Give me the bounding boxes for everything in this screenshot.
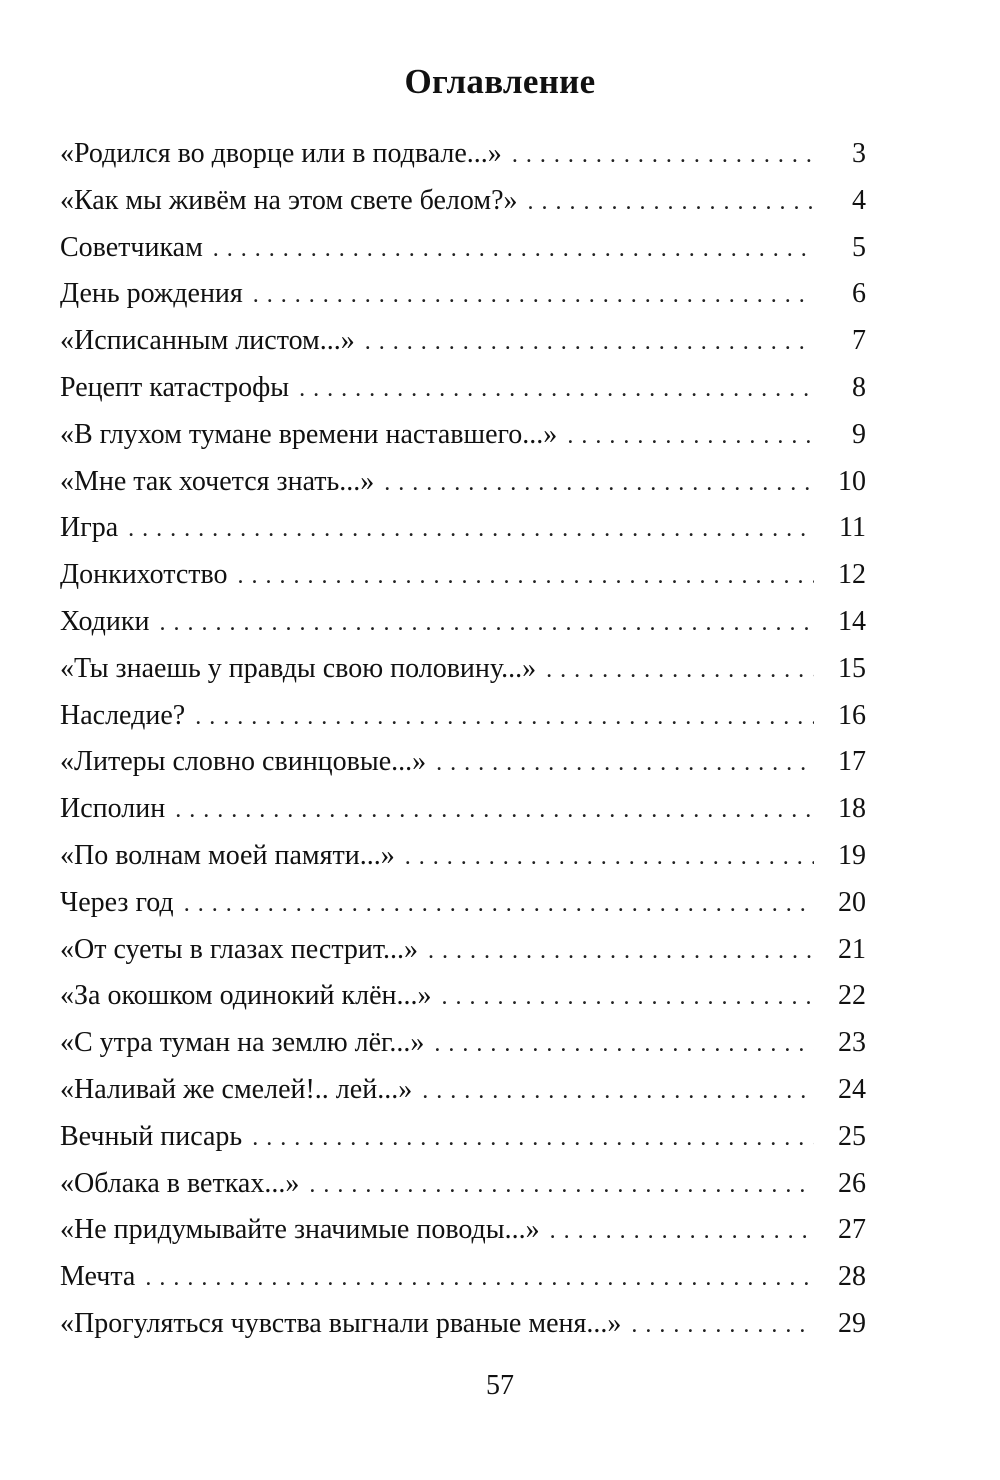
- toc-entry: [60, 838, 866, 885]
- toc-entry-title: Мечта: [60, 1261, 136, 1293]
- toc-entry-title: День рождения: [60, 278, 243, 310]
- dot-leader: [442, 979, 814, 1015]
- toc-entry: [60, 183, 866, 230]
- toc-entry: [60, 1306, 866, 1353]
- toc-entry-page: 14: [838, 605, 866, 637]
- dot-leader: [238, 558, 814, 594]
- toc-entry-title: «С утра туман на землю лёг...»: [60, 1027, 425, 1059]
- toc-entry-page: 28: [838, 1261, 866, 1293]
- toc-entry: [60, 651, 866, 698]
- dot-leader: [365, 324, 814, 360]
- toc-entry-page: 5: [852, 231, 866, 263]
- toc-entry-page: 25: [838, 1120, 866, 1152]
- toc-entry-title: Игра: [60, 512, 119, 544]
- toc-entry-title: Рецепт катастрофы: [60, 371, 290, 403]
- dot-leader: [422, 1073, 814, 1109]
- dot-leader: [428, 933, 814, 969]
- dot-leader: [213, 231, 814, 267]
- toc-entry-page: 16: [838, 699, 866, 731]
- dot-leader: [631, 1307, 814, 1343]
- toc-entry-title: «Мне так хочется знать...»: [60, 465, 375, 497]
- toc-entry-page: 10: [838, 465, 866, 497]
- toc-entry: [60, 276, 866, 323]
- dot-leader: [405, 839, 814, 875]
- toc-entry-page: 20: [838, 886, 866, 918]
- toc-entry-page: 18: [838, 793, 866, 825]
- toc-entry-title: Донкихотство: [60, 559, 228, 591]
- toc-entry: [60, 136, 866, 183]
- dot-leader: [567, 418, 814, 454]
- toc-entry-page: 19: [838, 839, 866, 871]
- toc-entry-title: «Облака в ветках...»: [60, 1167, 300, 1199]
- toc-entry-page: 26: [838, 1167, 866, 1199]
- dot-leader: [546, 652, 814, 688]
- toc-entry-page: 17: [838, 746, 866, 778]
- table-of-contents: [60, 136, 866, 1353]
- toc-entry-title: Ходики: [60, 605, 150, 637]
- dot-leader: [309, 1167, 814, 1203]
- toc-entry-page: 4: [852, 184, 866, 216]
- toc-entry: [60, 1166, 866, 1213]
- toc-entry-title: «Ты знаешь у правды свою половину...»: [60, 652, 537, 684]
- toc-entry-title: «Литеры словно свинцовые...»: [60, 746, 427, 778]
- toc-entry-page: 6: [852, 278, 866, 310]
- toc-entry: [60, 1259, 866, 1306]
- toc-entry-title: «Прогуляться чувства выгнали рваные меня...»: [60, 1307, 622, 1339]
- dot-leader: [145, 1260, 814, 1296]
- dot-leader: [175, 792, 814, 828]
- dot-leader: [550, 1213, 814, 1249]
- toc-entry: [60, 744, 866, 791]
- toc-entry-title: «Исписанным листом...»: [60, 325, 355, 357]
- toc-entry: [60, 932, 866, 979]
- toc-entry-page: 15: [838, 652, 866, 684]
- toc-entry-title: «По волнам моей памяти...»: [60, 839, 395, 871]
- toc-entry: [60, 1072, 866, 1119]
- dot-leader: [512, 137, 814, 173]
- toc-entry-title: Советчикам: [60, 231, 203, 263]
- toc-entry: [60, 604, 866, 651]
- dot-leader: [184, 886, 814, 922]
- toc-entry-title: «В глухом тумане времени наставшего...»: [60, 418, 558, 450]
- dot-leader: [195, 699, 814, 735]
- toc-entry: [60, 1119, 866, 1166]
- dot-leader: [253, 277, 814, 313]
- toc-entry: [60, 1025, 866, 1072]
- toc-entry: [60, 557, 866, 604]
- page-number: 57: [486, 1370, 514, 1401]
- toc-entry-title: «От суеты в глазах пестрит...»: [60, 933, 419, 965]
- toc-entry: [60, 323, 866, 370]
- dot-leader: [434, 1026, 814, 1062]
- toc-entry-title: «Наливай же смелей!.. лей...»: [60, 1073, 413, 1105]
- toc-entry-page: 9: [852, 418, 866, 450]
- toc-entry-page: 22: [838, 980, 866, 1012]
- dot-leader: [384, 465, 814, 501]
- toc-entry-page: 7: [852, 325, 866, 357]
- toc-entry: [60, 417, 866, 464]
- toc-entry: [60, 885, 866, 932]
- toc-entry: [60, 464, 866, 511]
- dot-leader: [128, 511, 814, 547]
- toc-entry-title: Исполин: [60, 793, 166, 825]
- toc-entry: [60, 698, 866, 745]
- dot-leader: [252, 1120, 814, 1156]
- dot-leader: [159, 605, 814, 641]
- toc-entry: [60, 370, 866, 417]
- toc-entry-page: 12: [838, 559, 866, 591]
- toc-entry: [60, 230, 866, 277]
- toc-entry-title: «Как мы живём на этом свете белом?»: [60, 184, 518, 216]
- toc-entry-title: Вечный писарь: [60, 1120, 243, 1152]
- toc-entry: [60, 791, 866, 838]
- dot-leader: [528, 184, 814, 220]
- toc-entry-page: 23: [838, 1027, 866, 1059]
- toc-entry: [60, 1212, 866, 1259]
- toc-entry-page: 24: [838, 1073, 866, 1105]
- toc-entry-page: 29: [838, 1307, 866, 1339]
- toc-entry-title: «Родился во дворце или в подвале...»: [60, 138, 502, 169]
- dot-leader: [299, 371, 814, 407]
- toc-entry-title: «За окошком одинокий клён...»: [60, 980, 432, 1012]
- toc-entry-page: 21: [838, 933, 866, 965]
- dot-leader: [436, 745, 814, 781]
- page-title: Оглавление: [404, 62, 596, 101]
- toc-entry-page: 27: [838, 1214, 866, 1246]
- toc-entry-title: «Не придумывайте значимые поводы...»: [60, 1214, 540, 1246]
- toc-entry-title: Наследие?: [60, 699, 186, 731]
- toc-entry-page: 8: [852, 371, 866, 403]
- toc-entry-page: 3: [852, 138, 866, 169]
- toc-entry: [60, 510, 866, 557]
- toc-entry-title: Через год: [60, 886, 174, 918]
- toc-entry: [60, 978, 866, 1025]
- toc-entry-page: 11: [839, 512, 866, 544]
